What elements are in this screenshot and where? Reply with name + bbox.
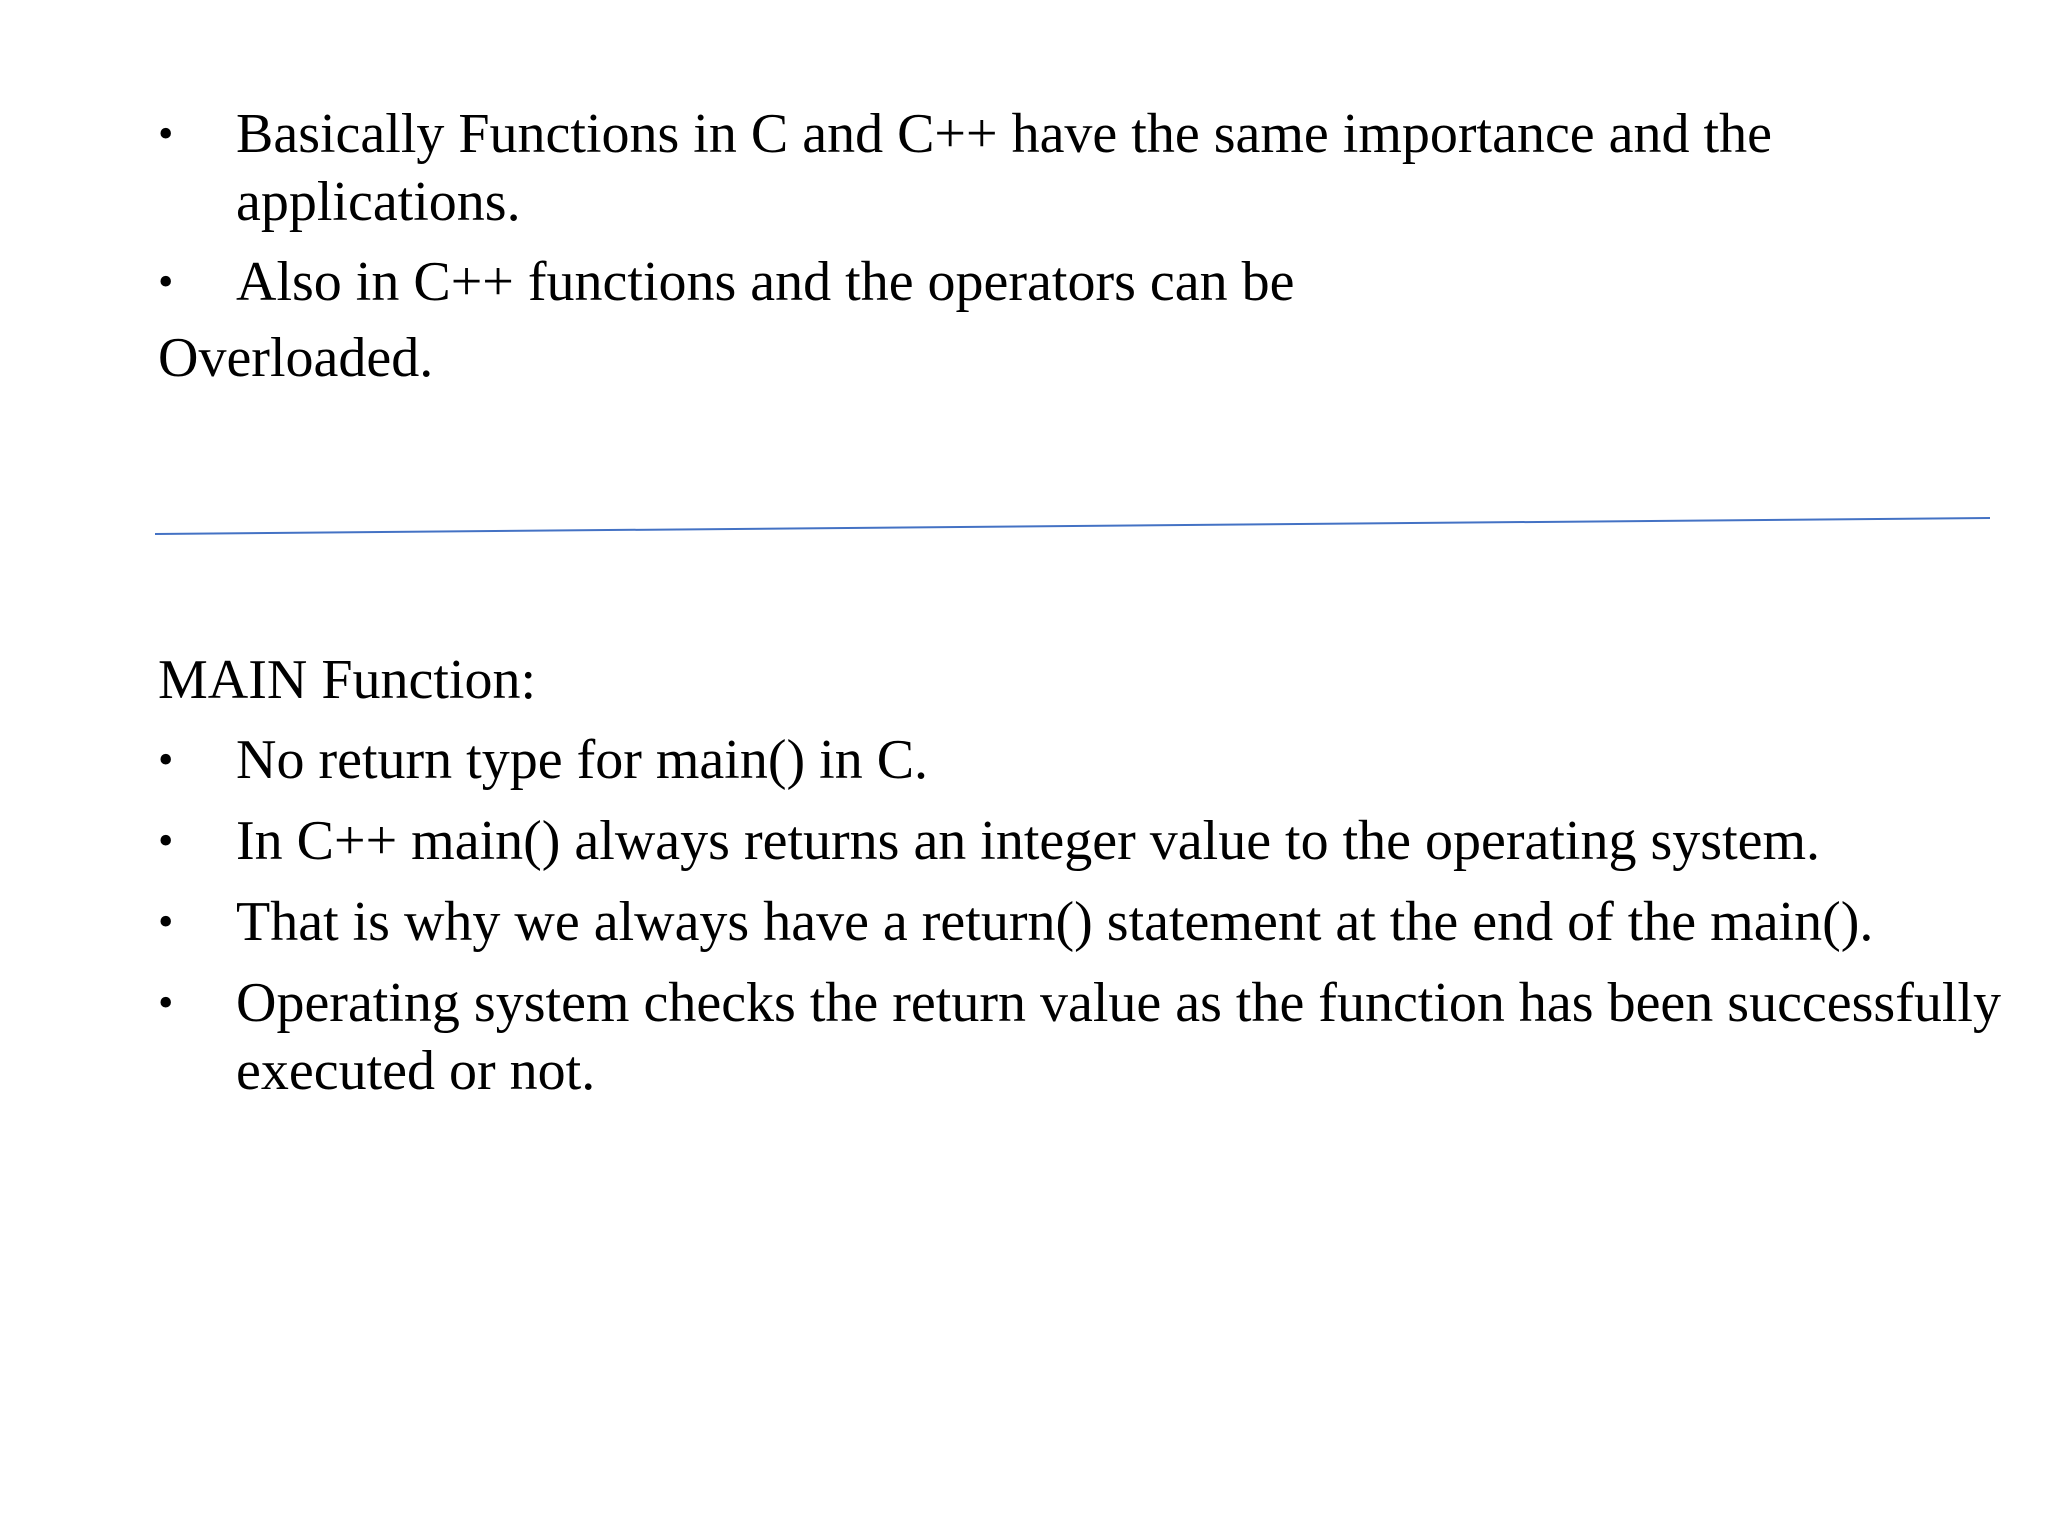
top-bullet-list [158, 100, 1958, 316]
main-bullet-item-1 [158, 726, 2018, 794]
bullet-text: Also in C++ functions and the operators can be [236, 251, 1295, 313]
bullet-text: No return type for main() in C. [236, 729, 929, 791]
bullet-text: That is why we always have a return() statement at the end of the main(). [236, 891, 1874, 953]
bullet-text: Operating system checks the return value as the function has been successfully executed or not. [236, 972, 2001, 1102]
main-bullet-item-4 [158, 969, 2018, 1105]
bullet-icon: • [158, 978, 174, 1027]
main-bullet-item-2 [158, 807, 2018, 875]
bullet-text: In C++ main() always returns an integer value to the operating system. [236, 810, 1821, 872]
bullet-icon: • [158, 735, 174, 784]
bullet-icon: • [158, 109, 174, 158]
bullet-icon: • [158, 816, 174, 865]
top-section [158, 100, 1958, 392]
bullet-icon: • [158, 897, 174, 946]
top-bullet-item-1 [158, 100, 1958, 236]
overloaded-text: Overloaded. [158, 327, 434, 389]
main-bullet-item-3 [158, 888, 2018, 956]
top-bullet-item-2 [158, 248, 1958, 316]
main-function-heading: MAIN Function: [158, 649, 536, 711]
bullet-text: Basically Functions in C and C++ have the same importance and the applications. [236, 103, 1772, 233]
bullet-icon: • [158, 257, 174, 306]
main-bullet-list [158, 726, 2018, 1105]
main-function-section [158, 646, 2018, 1118]
divider-line [155, 518, 1990, 534]
